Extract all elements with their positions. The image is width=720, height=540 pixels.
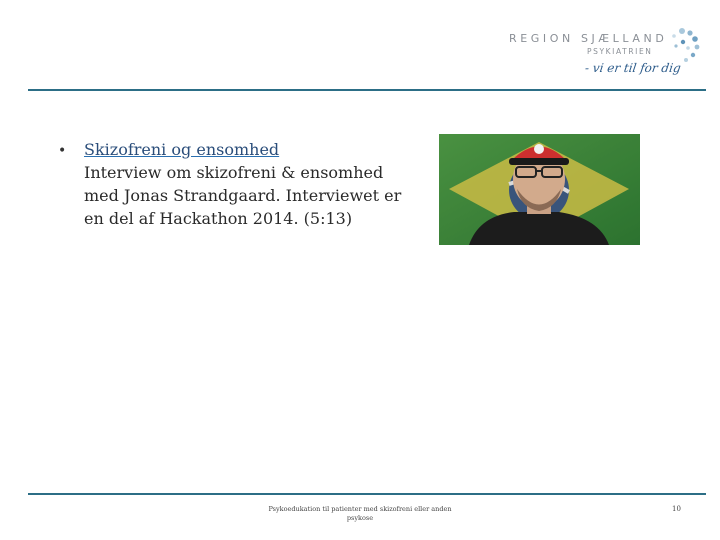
video-description: Interview om skizofreni & ensomhed med Jonas Strandgaard. Interviewet er en del af Hackathon 2014. (5:13): [84, 163, 402, 228]
logo-sub-text: PSYKIATRIEN: [587, 47, 653, 56]
page-number: 10: [672, 505, 681, 513]
logo-dots-icon: [662, 26, 702, 66]
logo-tagline: - vi er til for dig: [584, 61, 682, 75]
logo-region-text: REGION SJÆLLAND: [509, 32, 668, 45]
footer-text: Psykoedukation til patienter med skizofreni eller anden psykose: [268, 505, 452, 522]
bottom-divider: [28, 493, 706, 495]
video-link[interactable]: Skizofreni og ensomhed: [84, 140, 280, 159]
video-thumbnail[interactable]: [439, 134, 640, 245]
bullet-content: [84, 138, 414, 230]
bullet-marker: •: [58, 143, 67, 159]
region-sjaelland-logo: [505, 26, 705, 90]
top-divider: [28, 89, 706, 91]
video-thumbnail-person-with-flag-icon: [439, 134, 640, 245]
